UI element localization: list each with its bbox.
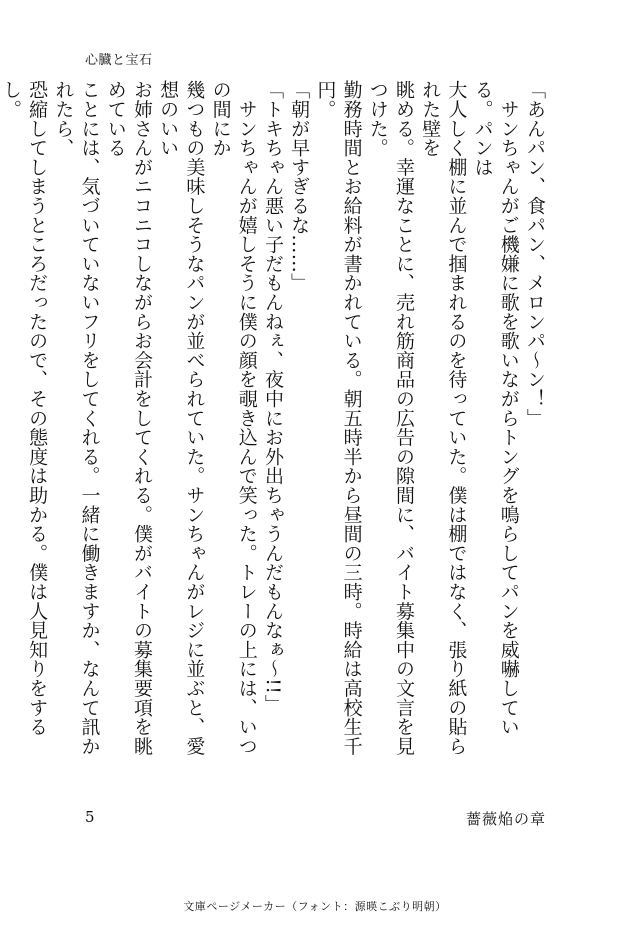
text-line: 眺める。幸運なことに、売れ筋商品の広告の隙間に、バイト募集中の文言を見つけた。	[366, 80, 415, 756]
text-line: 幾つもの美味しそうなパンが並べられていた。サンちゃんがレジに並ぶと、愛想のいい	[157, 80, 206, 756]
page-number: 5	[85, 808, 95, 826]
text-line: 「あんパン、食パン、メロンパ〜ン！」	[524, 80, 546, 428]
text-line: お姉さんがニコニコしながらお会計をしてくれる。僕がバイトの募集要項を眺めている	[104, 80, 153, 756]
footer-credit: 文庫ページメーカー（フォント：源暎こぶり明朝）	[183, 900, 447, 913]
text-line: サンちゃんがご機嫌に歌を歌いながらトングを鳴らしてパンを威嚇している。パンは	[471, 80, 520, 737]
chapter-name: 薔薇焔の章	[465, 810, 546, 828]
text-line: 「トキちゃん悪い子だもんねぇ、夜中にお外出ちゃうんだもんなぁ〜!!」	[261, 80, 284, 714]
text-line: 「朝が早すぎるな……」	[288, 80, 311, 293]
text-line: サンちゃんが嬉しそうに僕の顔を覗き込んで笑った。トレーの上には、いつの間にか	[209, 80, 258, 756]
vertical-body-text	[0, 80, 548, 770]
running-header-title: 心臓と宝石	[85, 53, 153, 68]
text-line: 恐縮してしまうところだったので、その態度は助かる。僕は人見知りをするし。	[0, 80, 49, 737]
text-line: 勤務時間とお給料が書かれている。朝五時半から昼間の三時。時給は高校生千円。	[314, 80, 363, 756]
text-line: ことには、気づいていないフリをしてくれる。一緒に働きますか、なんて訊かれたら、	[52, 80, 101, 756]
text-line: 大人しく棚に並んで掴まれるのを待っていた。僕は棚ではなく、張り紙の貼られた壁を	[419, 80, 468, 756]
